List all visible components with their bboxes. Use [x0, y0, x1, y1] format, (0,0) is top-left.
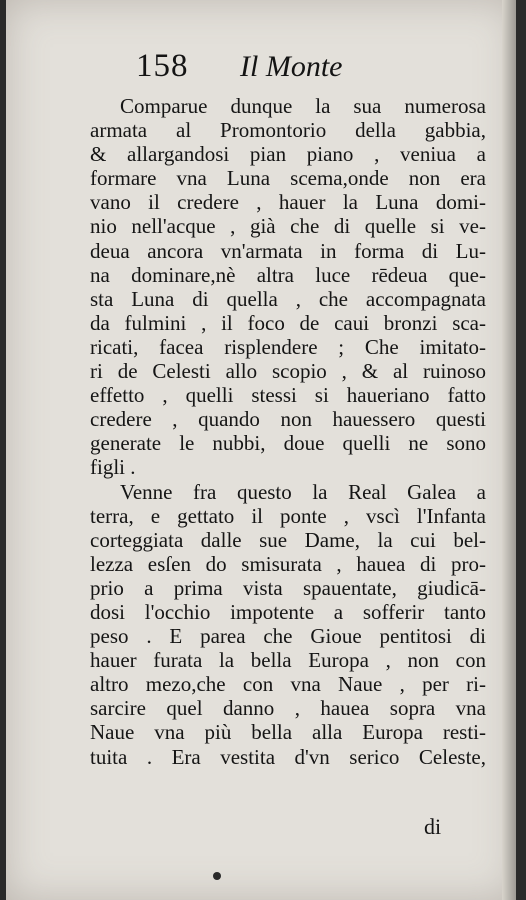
- text-line: na dominare,nè altra luce rēdeua que-: [90, 262, 486, 287]
- text-line: dosi l'occhio impotente a sofferir tanto: [90, 599, 486, 624]
- text-line: hauer furata la bella Europa , non con: [90, 648, 486, 673]
- text-line: sarcire quel danno , hauea sopra vna: [90, 696, 486, 721]
- text-line: ricati, facea risplendere ; Che imitato-: [90, 334, 486, 359]
- text-line: corteggiata dalle sue Dame, la cui bel-: [90, 527, 486, 552]
- text-line: Comparue dunque la sua numerosa: [120, 94, 486, 118]
- text-line: vano il credere , hauer la Luna domi-: [90, 190, 486, 215]
- text-line: & allargandosi pian piano , veniua a: [90, 142, 486, 167]
- ink-speck: [213, 872, 221, 880]
- text-line: Venne fra questo la Real Galea a: [120, 479, 486, 504]
- catchword: di: [424, 814, 442, 839]
- text-line: altro mezo,che con vna Naue , per ri-: [90, 672, 486, 697]
- book-page: [6, 0, 516, 900]
- text-line: generate le nubbi, doue quelli ne sono: [90, 431, 486, 456]
- page-header: [136, 48, 496, 92]
- page-edge: [502, 0, 516, 900]
- text-line: deua ancora vn'armata in forma di Lu-: [90, 238, 486, 263]
- text-line: figli .: [90, 455, 136, 480]
- text-line: effetto , quelli stessi si haueriano fatto: [90, 383, 486, 408]
- text-line: credere , quando non hauessero questi: [90, 407, 486, 432]
- text-line: terra, e gettato il ponte , vscì l'Infanta: [90, 503, 486, 528]
- text-line: Naue vna più bella alla Europa resti-: [90, 720, 486, 745]
- text-line: formare vna Luna scema,onde non era: [90, 166, 486, 191]
- page-number: 158: [136, 48, 189, 84]
- text-line: tuita . Era vestita d'vn serico Celeste,: [90, 744, 486, 769]
- text-line: da fulmini , il foco de caui bronzi sca-: [90, 310, 486, 335]
- text-line: lezza esſen do smisurata , hauea di pro-: [90, 551, 486, 576]
- text-line: sta Luna di quella , che accompagnata: [90, 286, 486, 311]
- text-line: armata al Promontorio della gabbia,: [90, 118, 486, 143]
- running-head: Il Monte: [240, 50, 343, 83]
- text-line: ri de Celesti allo scopio , & al ruinoso: [90, 359, 486, 384]
- text-line: prio a prima vista spauentate, giudicā-: [90, 575, 486, 600]
- text-line: nio nell'acque , già che di quelle si ve-: [90, 214, 486, 239]
- text-line: peso . E parea che Gioue pentitosi di: [90, 624, 486, 649]
- body-text: [90, 94, 486, 769]
